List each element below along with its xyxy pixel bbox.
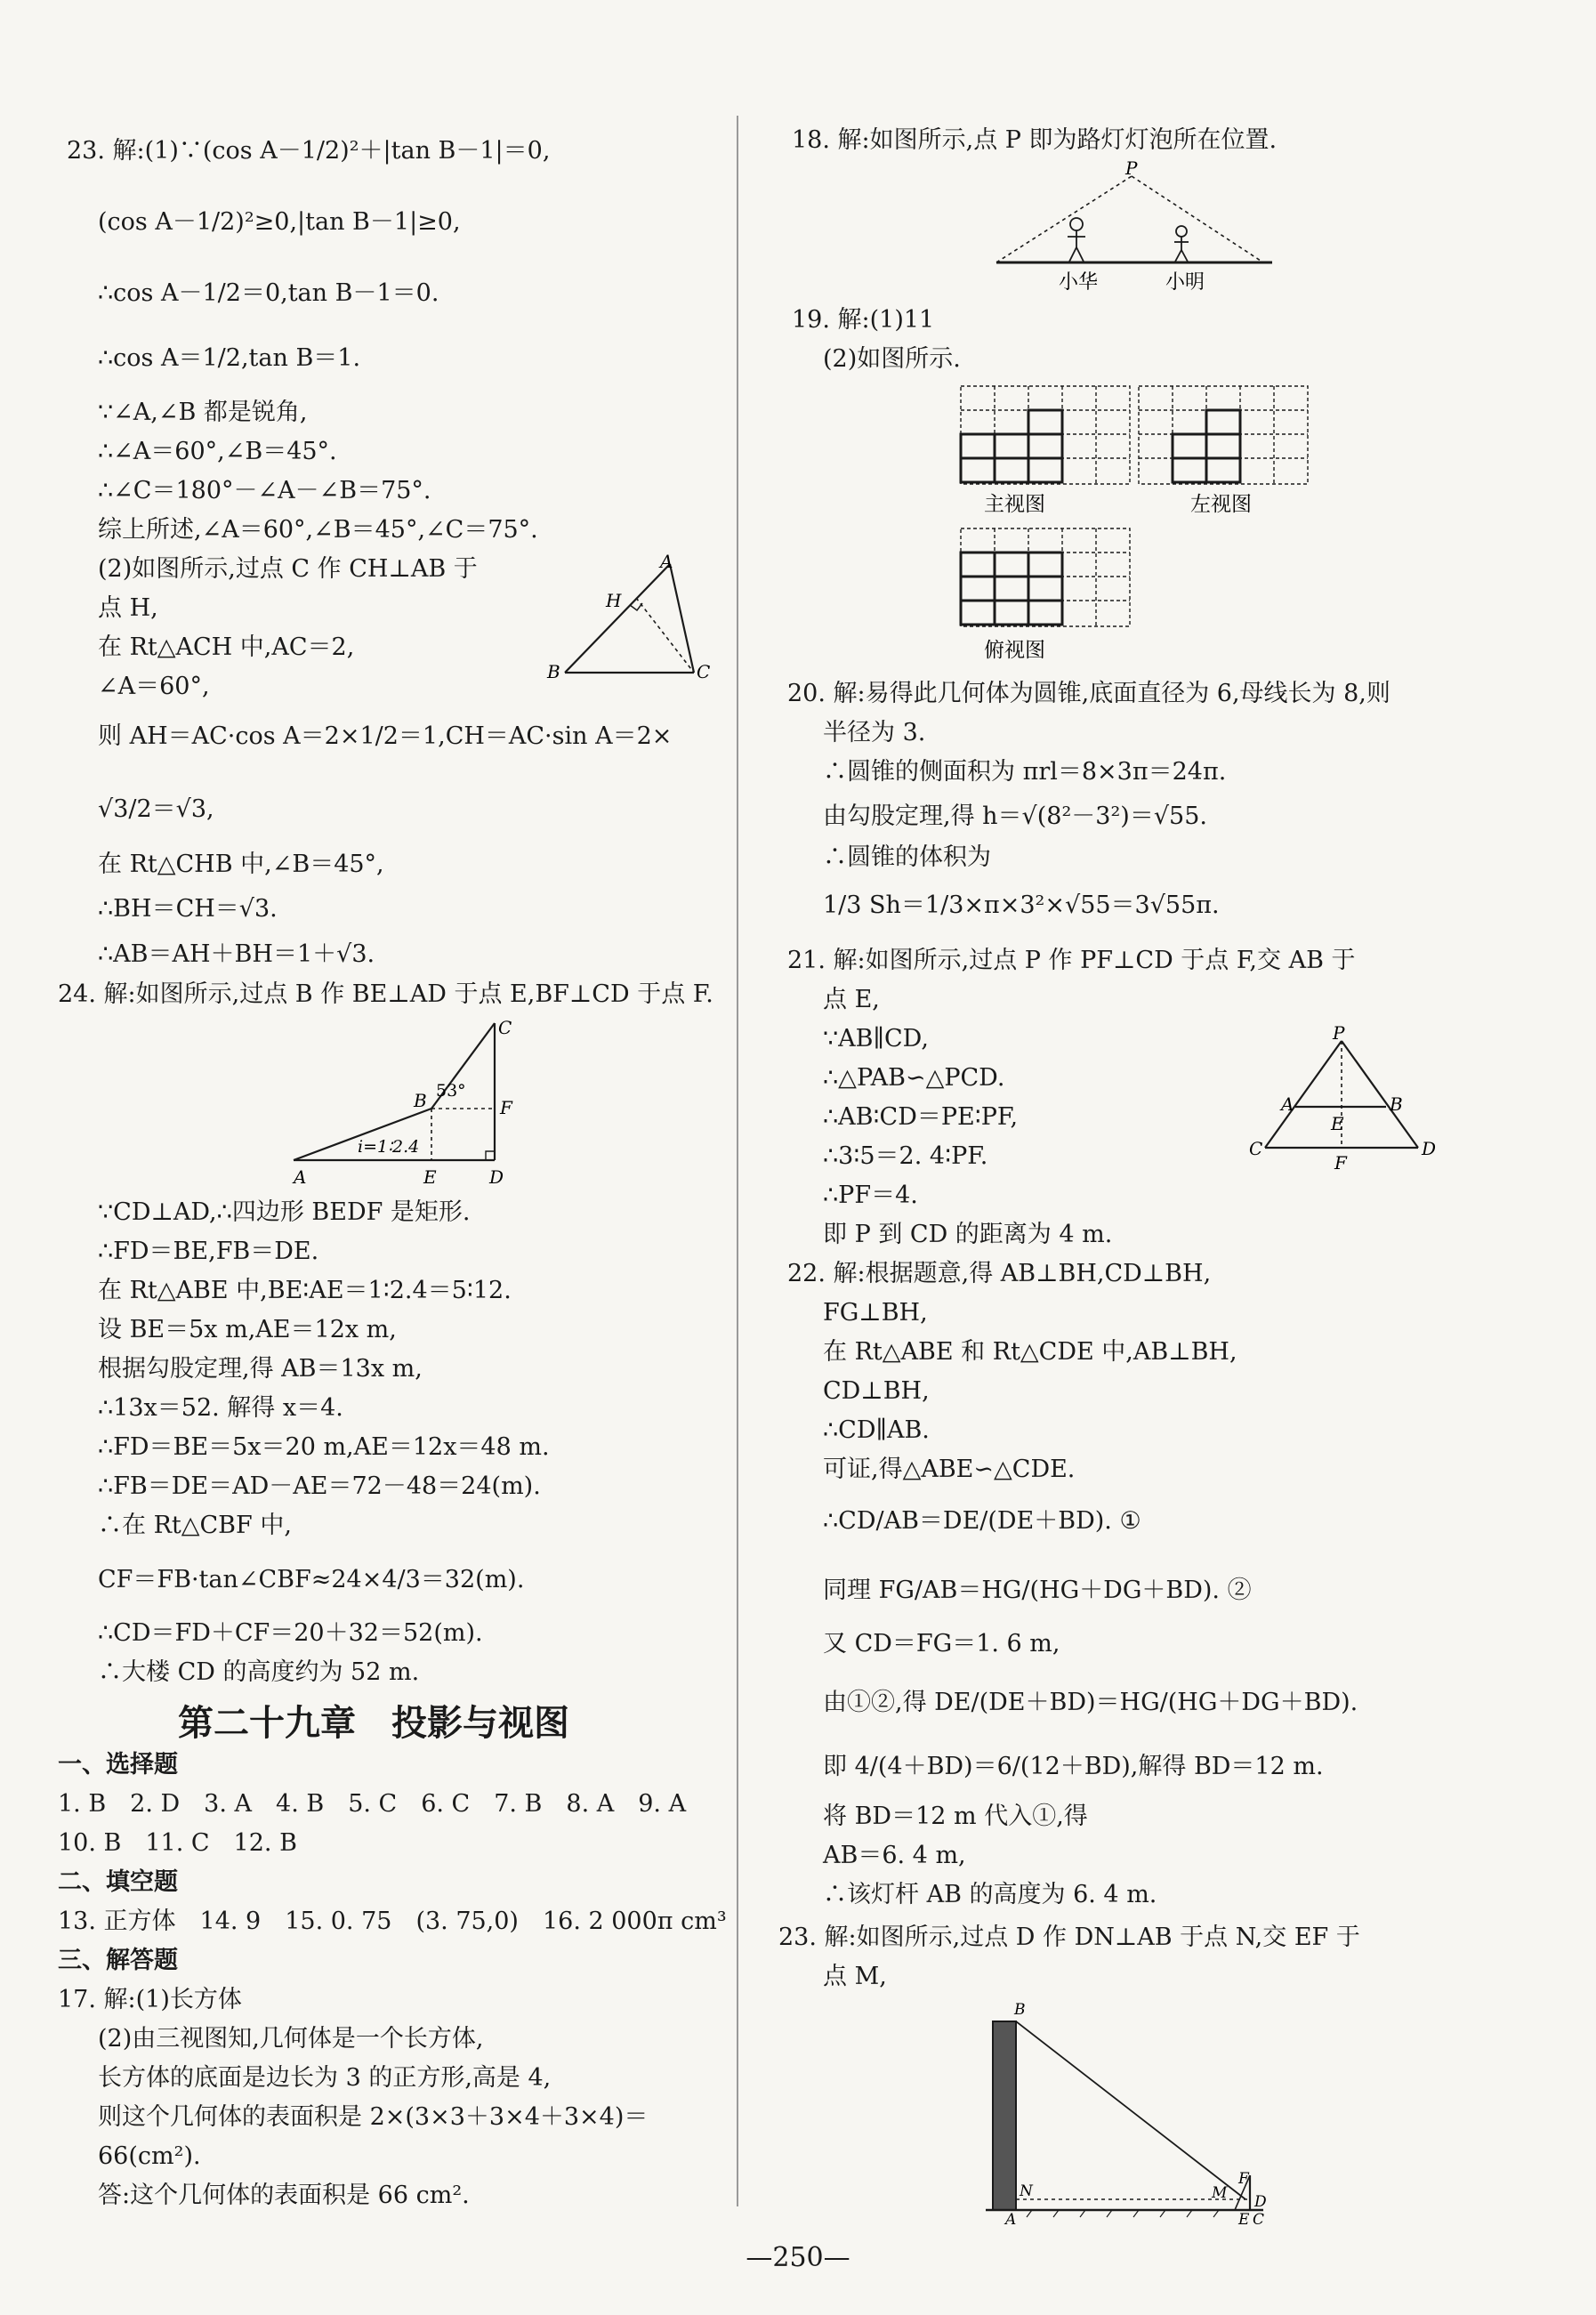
q24-line5: 设 BE＝5x m,AE＝12x m, xyxy=(98,1316,397,1343)
left-view-label: 左视图 xyxy=(1190,493,1252,516)
q23-line7: ∴∠C＝180°－∠A－∠B＝75°. xyxy=(98,477,431,504)
svg-text:F: F xyxy=(1334,1152,1347,1174)
q23b-line1: 23. 解:如图所示,过点 D 作 DN⊥AB 于点 N,交 EF 于 xyxy=(778,1924,1360,1951)
q22-line8: 同理 FG/AB＝HG/(HG＋DG＋BD). ② xyxy=(823,1577,1252,1604)
choice-answers-2: 10. B 11. C 12. B xyxy=(58,1829,297,1857)
svg-text:E: E xyxy=(1238,2211,1250,2224)
svg-text:C: C xyxy=(498,1017,512,1038)
q21-line6: ∴3∶5＝2. 4∶PF. xyxy=(823,1142,988,1170)
q24-line2: ∵CD⊥AD,∴四边形 BEDF 是矩形. xyxy=(98,1198,471,1226)
q22-line14: ∴该灯杆 AB 的高度为 6. 4 m. xyxy=(823,1881,1157,1908)
q22-line3: 在 Rt△ABE 和 Rt△CDE 中,AB⊥BH, xyxy=(823,1338,1237,1366)
svg-text:F: F xyxy=(1238,2170,1249,2188)
q23-line13: 则 AH＝AC·cos A＝2×1/2＝1,CH＝AC·sin A＝2× xyxy=(98,722,673,750)
q23-line16: ∴BH＝CH＝√3. xyxy=(98,895,278,923)
svg-text:i=1∶2.4: i=1∶2.4 xyxy=(358,1137,420,1157)
q24-line9: ∴FB＝DE＝AD－AE＝72－48＝24(m). xyxy=(98,1472,541,1500)
q20-line4: 由勾股定理,得 h＝√(8²－3²)＝√55. xyxy=(823,803,1207,830)
q17-line1: 17. 解:(1)长方体 xyxy=(58,1986,242,2013)
q23b-line2: 点 M, xyxy=(823,1963,887,1990)
svg-text:P: P xyxy=(1333,1022,1345,1044)
fill-answers: 13. 正方体 14. 9 15. 0. 75 (3. 75,0) 16. 2 000π cm³ xyxy=(58,1908,727,1935)
svg-text:E: E xyxy=(1331,1113,1344,1134)
q22-line10: 由①②,得 DE/(DE＋BD)＝HG/(HG＋DG＋BD). xyxy=(823,1689,1358,1716)
similar-triangles-figure xyxy=(1245,1021,1450,1182)
q21-line2: 点 E, xyxy=(823,986,880,1013)
q22-line7: ∴CD/AB＝DE/(DE＋BD). ① xyxy=(823,1507,1141,1535)
three-views-figure xyxy=(952,381,1317,674)
q23-line5: ∵∠A,∠B 都是锐角, xyxy=(98,399,308,426)
label-p: P xyxy=(1125,160,1138,179)
svg-text:D: D xyxy=(1422,1138,1437,1159)
q20-line1: 20. 解:易得此几何体为圆锥,底面直径为 6,母线长为 8,则 xyxy=(787,680,1390,707)
q23-line17: ∴AB＝AH＋BH＝1＋√3. xyxy=(98,940,375,968)
q17-line6: 答:这个几何体的表面积是 66 cm². xyxy=(98,2182,470,2209)
q23-line11: 在 Rt△ACH 中,AC＝2, xyxy=(98,633,355,661)
q22-line1: 22. 解:根据题意,得 AB⊥BH,CD⊥BH, xyxy=(787,1260,1212,1287)
section-solve-title: 三、解答题 xyxy=(58,1947,178,1974)
q20-line5: ∴圆锥的体积为 xyxy=(823,843,991,871)
q23-line8: 综上所述,∠A＝60°,∠B＝45°,∠C＝75°. xyxy=(98,516,538,544)
lamp-pole-figure xyxy=(979,1993,1290,2224)
q21-line1: 21. 解:如图所示,过点 P 作 PF⊥CD 于点 F,交 AB 于 xyxy=(787,947,1356,974)
chapter-title: 第二十九章 投影与视图 xyxy=(178,1703,569,1744)
svg-text:B: B xyxy=(1014,2001,1026,2019)
svg-text:B: B xyxy=(414,1090,427,1111)
q22-line13: AB＝6. 4 m, xyxy=(823,1842,966,1869)
q24-line11: CF＝FB·tan∠CBF≈24×4/3＝32(m). xyxy=(98,1566,525,1593)
q24-line13: ∴大楼 CD 的高度约为 52 m. xyxy=(98,1658,420,1686)
q21-line5: ∴AB∶CD＝PE∶PF, xyxy=(823,1103,1019,1131)
svg-text:M: M xyxy=(1212,2184,1228,2202)
q21-line3: ∵AB∥CD, xyxy=(823,1025,929,1053)
q23-line6: ∴∠A＝60°,∠B＝45°. xyxy=(98,438,337,465)
svg-text:H: H xyxy=(606,590,622,611)
q22-line9: 又 CD＝FG＝1. 6 m, xyxy=(823,1630,1060,1658)
q23-line12: ∠A＝60°, xyxy=(98,673,210,700)
svg-text:F: F xyxy=(500,1097,512,1118)
q19-line2: (2)如图所示. xyxy=(823,345,961,373)
q23-line2: (cos A－1/2)²≥0,|tan B－1|≥0, xyxy=(98,208,461,236)
q22-line6: 可证,得△ABE∽△CDE. xyxy=(823,1456,1076,1483)
q23-line10: 点 H, xyxy=(98,594,158,622)
q24-line6: 根据勾股定理,得 AB＝13x m, xyxy=(98,1355,423,1383)
svg-text:D: D xyxy=(489,1166,504,1188)
q21-line7: ∴PF＝4. xyxy=(823,1182,918,1209)
q17-line4: 则这个几何体的表面积是 2×(3×3＋3×4＋3×4)＝ xyxy=(98,2103,649,2131)
q23-line4: ∴cos A＝1/2,tan B＝1. xyxy=(98,344,361,372)
svg-text:B: B xyxy=(1390,1093,1403,1115)
svg-text:C: C xyxy=(697,661,711,682)
q24-line12: ∴CD＝FD＋CF＝20＋32＝52(m). xyxy=(98,1619,483,1647)
label-xiaoming: 小明 xyxy=(1165,271,1205,294)
q22-line5: ∴CD∥AB. xyxy=(823,1416,930,1444)
building-slope-figure xyxy=(285,1014,552,1188)
section-fill-title: 二、填空题 xyxy=(58,1868,178,1896)
q24-line4: 在 Rt△ABE 中,BE∶AE＝1∶2.4＝5∶12. xyxy=(98,1277,512,1304)
q18-line1: 18. 解:如图所示,点 P 即为路灯灯泡所在位置. xyxy=(792,126,1278,154)
svg-text:B: B xyxy=(547,661,560,682)
top-view-label: 俯视图 xyxy=(984,639,1045,662)
column-divider xyxy=(737,116,738,2206)
svg-text:A: A xyxy=(294,1166,307,1188)
triangle-acb-figure xyxy=(538,552,725,685)
q23-line15: 在 Rt△CHB 中,∠B＝45°, xyxy=(98,851,384,878)
svg-text:C: C xyxy=(1253,2211,1265,2224)
q20-line3: ∴圆锥的侧面积为 πrl＝8×3π＝24π. xyxy=(823,758,1227,786)
svg-text:E: E xyxy=(423,1166,437,1188)
q17-line2: (2)由三视图知,几何体是一个长方体, xyxy=(98,2025,484,2053)
svg-text:D: D xyxy=(1254,2193,1267,2211)
q22-line4: CD⊥BH, xyxy=(823,1377,930,1405)
section-choice-title: 一、选择题 xyxy=(58,1751,178,1779)
page-number: —250— xyxy=(746,2242,850,2273)
q24-line8: ∴FD＝BE＝5x＝20 m,AE＝12x＝48 m. xyxy=(98,1433,550,1461)
q19-line1: 19. 解:(1)11 xyxy=(792,306,935,334)
q23-line9: (2)如图所示,过点 C 作 CH⊥AB 于 xyxy=(98,555,478,583)
svg-text:A: A xyxy=(1281,1093,1294,1115)
q23-line14: √3/2＝√3, xyxy=(98,795,214,823)
q23-line1: 23. 解:(1)∵(cos A－1/2)²＋|tan B－1|＝0, xyxy=(67,137,551,165)
q20-line6: 1/3 Sh＝1/3×π×3²×√55＝3√55π. xyxy=(823,891,1220,919)
q24-line7: ∴13x＝52. 解得 x＝4. xyxy=(98,1394,343,1422)
label-xiaohua: 小华 xyxy=(1059,271,1099,294)
choice-answers-1: 1. B 2. D 3. A 4. B 5. C 6. C 7. B 8. A 9. A xyxy=(58,1790,687,1818)
q24-line10: ∴在 Rt△CBF 中, xyxy=(98,1512,292,1539)
q17-line5: 66(cm²). xyxy=(98,2142,201,2170)
q23-line3: ∴cos A－1/2＝0,tan B－1＝0. xyxy=(98,279,439,307)
svg-text:C: C xyxy=(1249,1138,1263,1159)
streetlight-figure xyxy=(987,160,1281,302)
svg-text:A: A xyxy=(660,552,673,572)
front-view-label: 主视图 xyxy=(984,493,1045,516)
q20-line2: 半径为 3. xyxy=(823,719,926,746)
q21-line4: ∴△PAB∽△PCD. xyxy=(823,1064,1005,1092)
q21-line8: 即 P 到 CD 的距离为 4 m. xyxy=(823,1221,1113,1248)
q24-line1: 24. 解:如图所示,过点 B 作 BE⊥AD 于点 E,BF⊥CD 于点 F. xyxy=(58,980,713,1008)
q22-line11: 即 4/(4＋BD)＝6/(12＋BD),解得 BD＝12 m. xyxy=(823,1753,1324,1780)
q22-line2: FG⊥BH, xyxy=(823,1299,928,1327)
q17-line3: 长方体的底面是边长为 3 的正方形,高是 4, xyxy=(98,2064,552,2092)
svg-text:N: N xyxy=(1020,2182,1033,2200)
q24-line3: ∴FD＝BE,FB＝DE. xyxy=(98,1238,319,1265)
svg-text:A: A xyxy=(1005,2211,1017,2224)
svg-text:53°: 53° xyxy=(436,1081,466,1101)
q22-line12: 将 BD＝12 m 代入①,得 xyxy=(823,1803,1088,1830)
